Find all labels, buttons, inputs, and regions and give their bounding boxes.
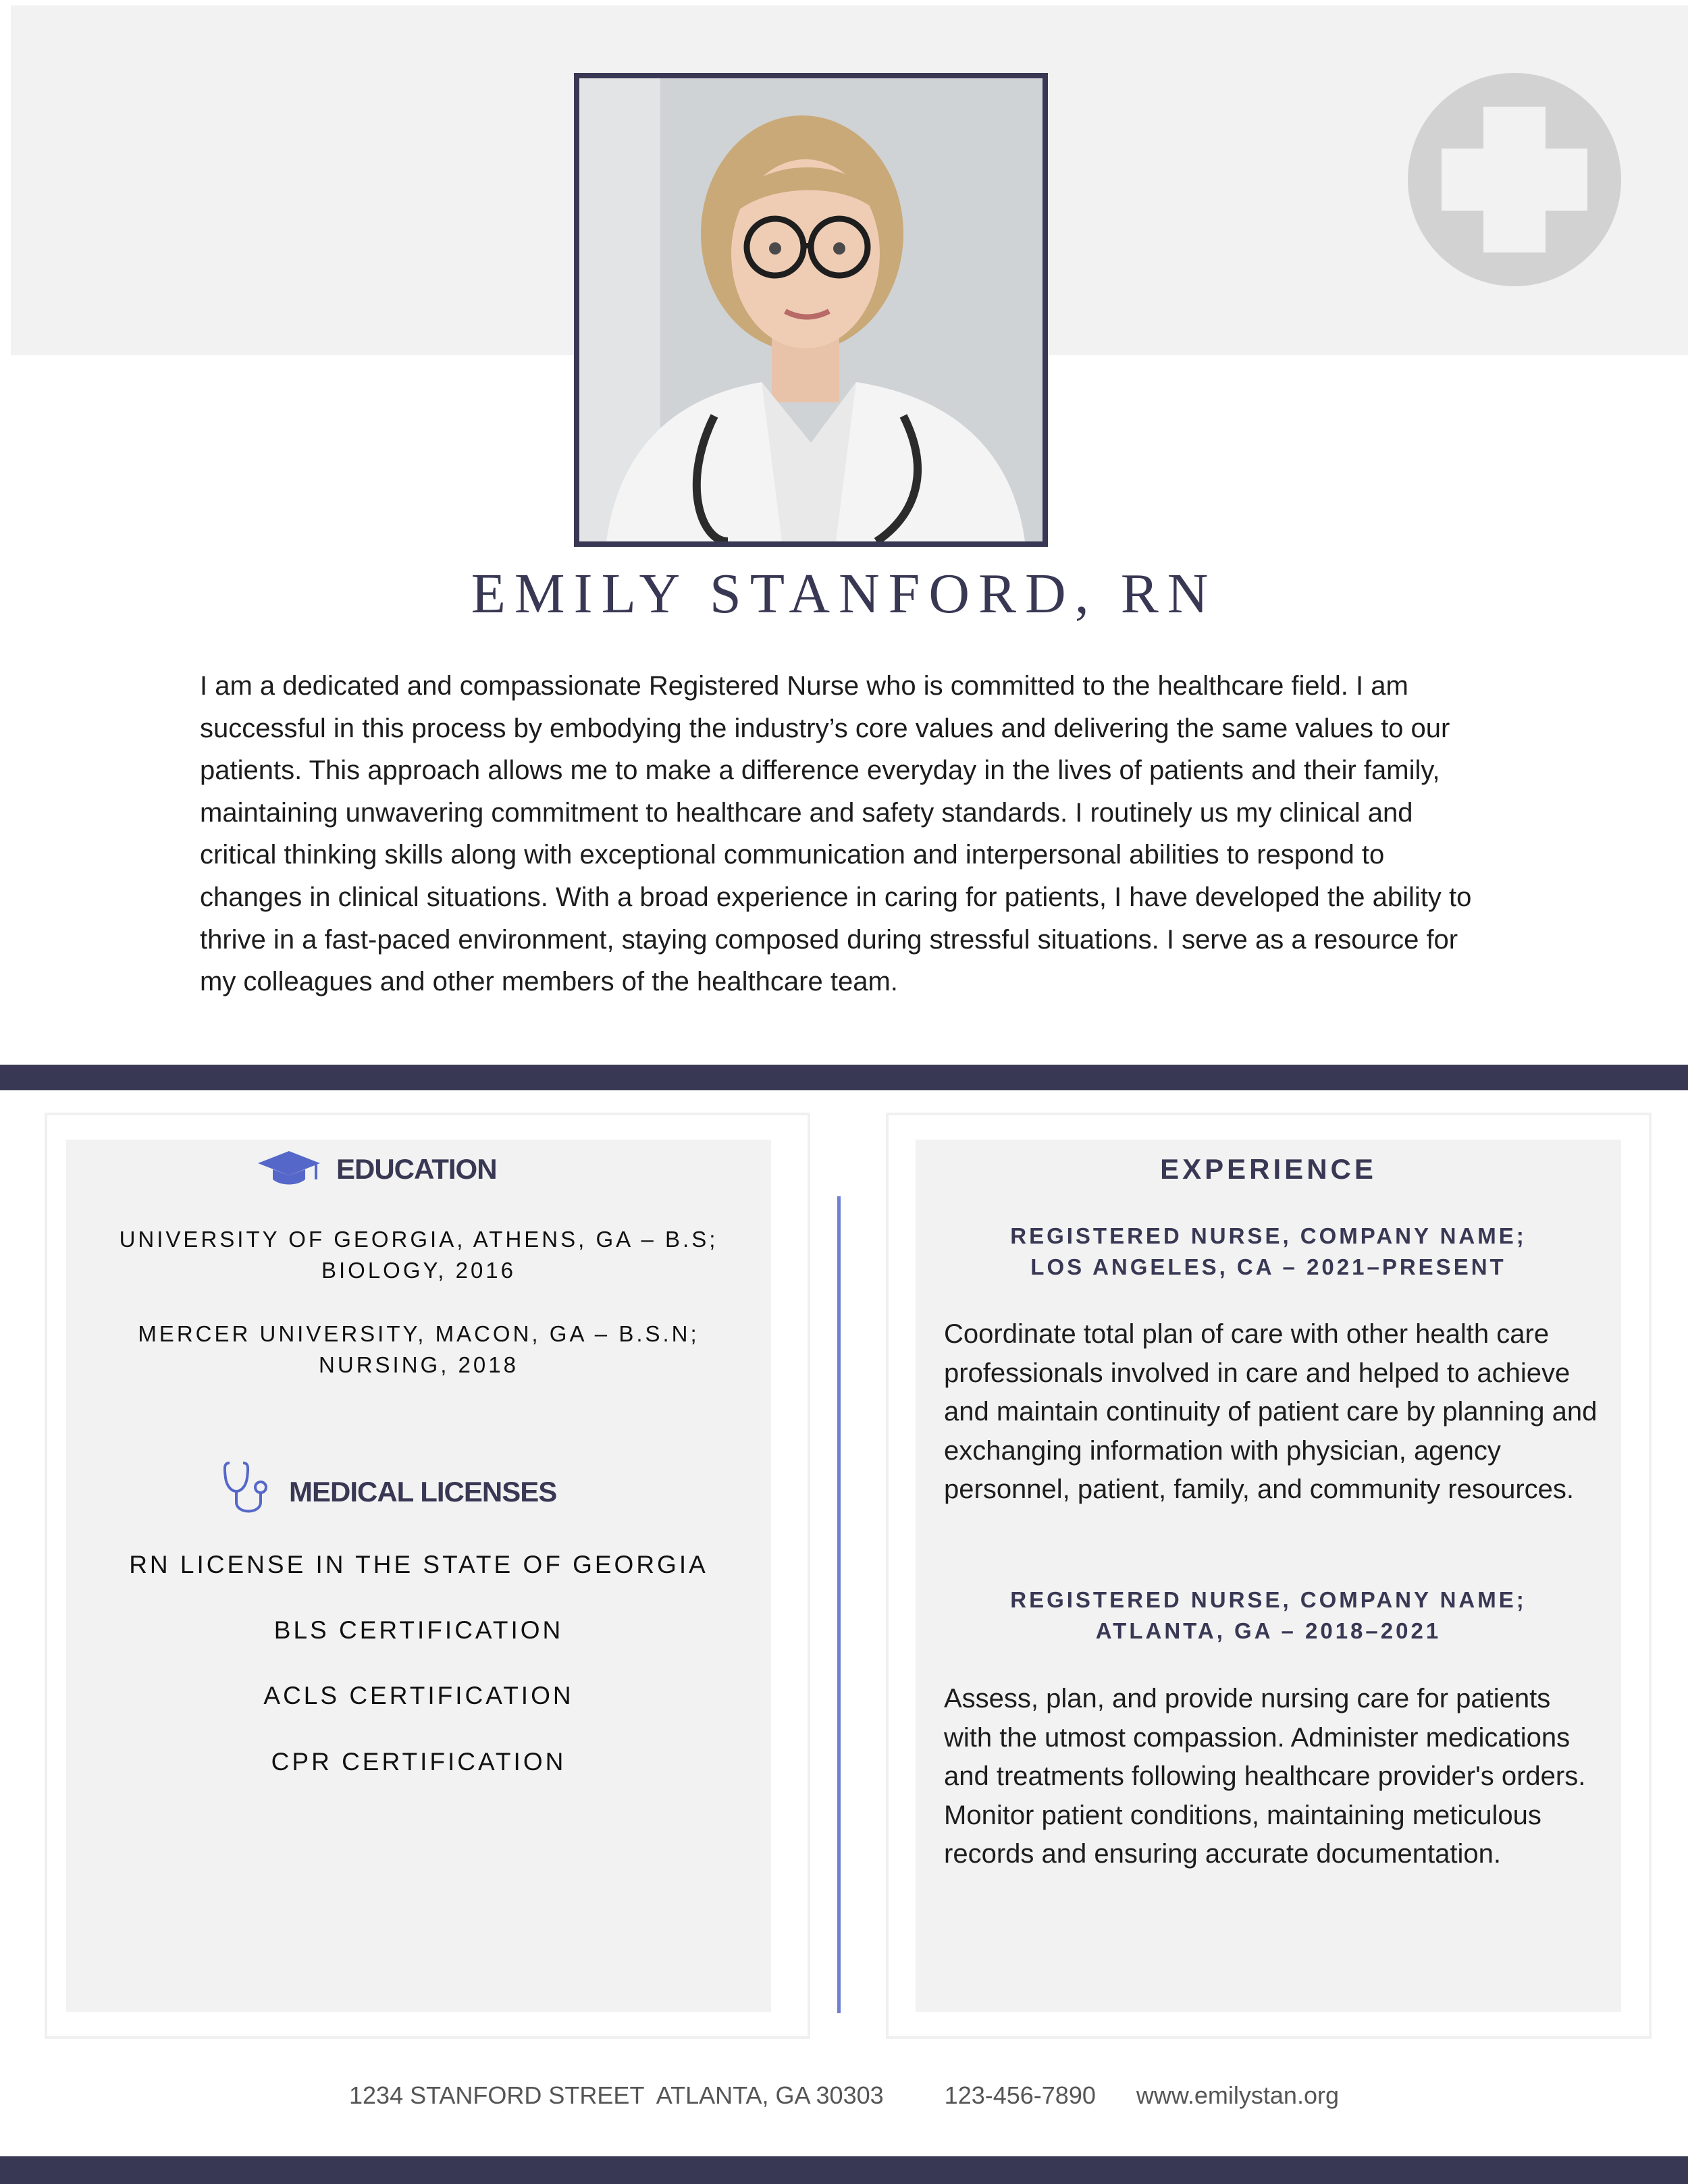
divider-band (0, 1065, 1688, 1090)
education-item-line: MERCER UNIVERSITY, MACON, GA – B.S.N; (138, 1321, 700, 1346)
footer-address: 1234 STANFORD STREET ATLANTA, GA 30303 (349, 2081, 884, 2109)
education-item (66, 1319, 771, 1381)
bottom-band (0, 2156, 1688, 2184)
graduation-cap-icon (257, 1150, 321, 1188)
license-item: ACLS CERTIFICATION (263, 1682, 574, 1709)
education-heading: EDUCATION (336, 1153, 497, 1185)
contact-footer (0, 2079, 1688, 2112)
column-divider (837, 1196, 841, 2013)
medical-cross-icon (1408, 73, 1621, 286)
license-item: CPR CERTIFICATION (271, 1748, 566, 1776)
footer-phone: 123-456-7890 (944, 2081, 1096, 2109)
job-description: Assess, plan, and provide nursing care for patients with the utmost compassion. Administer medications and treatments following healthcare provider's orders. Monitor patient conditions, maintaining meticulous records and ensuring accurate documentation. (944, 1684, 1586, 1869)
job-title-line: LOS ANGELES, CA – 2021–PRESENT (1030, 1254, 1506, 1279)
licenses-heading: MEDICAL LICENSES (289, 1476, 557, 1508)
person-name: EMILY STANFORD, RN (471, 562, 1217, 625)
education-item-line: UNIVERSITY OF GEORGIA, ATHENS, GA – B.S; (119, 1227, 718, 1252)
education-item (66, 1224, 771, 1286)
profile-summary: I am a dedicated and compassionate Registered Nurse who is committed to the healthcare field. I am successful in this process by embodying the industry’s core values and delivering the same values to our patients. This approach allows me to make a difference everyday in the lives of patients and their family, maintaining unwavering commitment to healthcare and safety standards. I routinely us my clinical and critical thinking skills along with exceptional communication and interpersonal abilities to respond to changes in clinical situations. With a broad experience in caring for patients, I have developed the ability to thrive in a fast-paced environment, staying composed during stressful situations. I serve as a resource for my colleagues and other members of the healthcare team. (200, 671, 1472, 997)
stethoscope-icon (223, 1460, 277, 1516)
job-title (916, 1221, 1621, 1283)
education-item-line: BIOLOGY, 2016 (321, 1258, 517, 1283)
experience-heading: EXPERIENCE (1160, 1153, 1377, 1185)
job-title-line: ATLANTA, GA – 2018–2021 (1095, 1618, 1442, 1643)
job-title (916, 1584, 1621, 1647)
education-item-line: NURSING, 2018 (319, 1352, 519, 1377)
license-item: BLS CERTIFICATION (273, 1616, 564, 1644)
job-title-line: REGISTERED NURSE, COMPANY NAME; (1010, 1223, 1527, 1248)
footer-website: www.emilystan.org (1136, 2081, 1339, 2109)
license-item: RN LICENSE IN THE STATE OF GEORGIA (129, 1551, 708, 1578)
job-title-line: REGISTERED NURSE, COMPANY NAME; (1010, 1587, 1527, 1612)
portrait-photo (574, 73, 1048, 547)
job-description: Coordinate total plan of care with other health care professionals involved in care and helped to achieve and maintain continuity of patient care by planning and exchanging information with physician, agency personnel, patient, family, and community resources. (944, 1319, 1598, 1504)
